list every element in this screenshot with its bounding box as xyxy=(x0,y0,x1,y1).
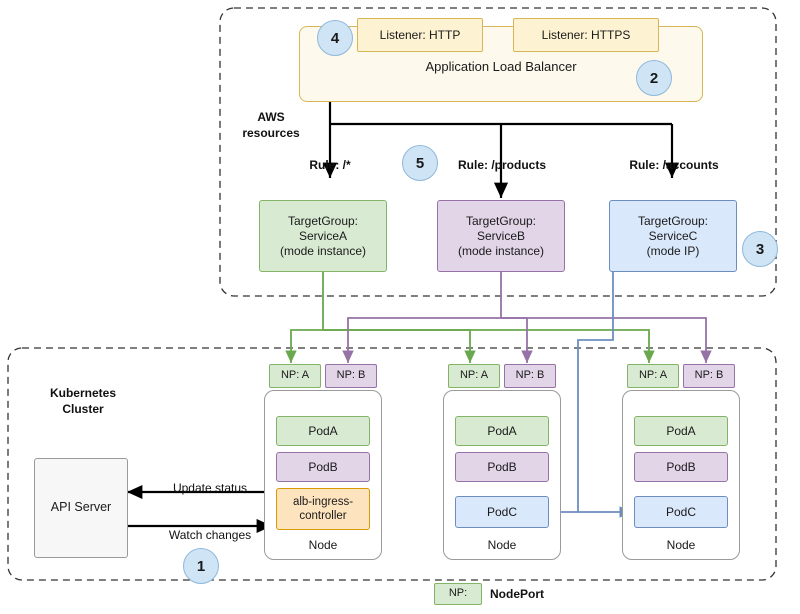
tg-b-line2: ServiceB xyxy=(476,228,526,243)
node-1-pod-a[interactable]: PodA xyxy=(276,416,370,446)
group-label-aws-line2: resources xyxy=(242,125,300,140)
tg-c-line1: TargetGroup: xyxy=(637,213,709,228)
step-badge-1: 1 xyxy=(183,548,219,584)
tg-a-line3: (mode instance) xyxy=(279,243,367,258)
step-badge-5: 5 xyxy=(402,145,438,181)
step-badge-4: 4 xyxy=(317,20,353,56)
node-2-pod-c[interactable]: PodC xyxy=(455,496,549,528)
node-3-label: Node xyxy=(666,538,696,552)
legend-nodeport-swatch: NP: xyxy=(434,583,482,605)
legend-nodeport-label: NodePort xyxy=(490,587,544,601)
group-label-aws-line1: AWS xyxy=(257,110,285,124)
tg-c-line3: (mode IP) xyxy=(646,243,700,258)
edge-label-watch-changes: Watch changes xyxy=(168,528,252,542)
node-2-nodeport-a[interactable]: NP: A xyxy=(448,364,500,388)
group-label-kubernetes xyxy=(30,386,136,417)
node-2-pod-b[interactable]: PodB xyxy=(455,452,549,482)
step-badge-3: 3 xyxy=(742,231,778,267)
tg-c-line2: ServiceC xyxy=(648,228,698,243)
rule-products: Rule: /products xyxy=(457,158,546,172)
tg-a-line2: ServiceA xyxy=(298,228,348,243)
group-label-k8s-line2: Cluster xyxy=(62,401,104,416)
edge-label-update-status: Update status xyxy=(172,481,248,495)
node-1-nodeport-a[interactable]: NP: A xyxy=(269,364,321,388)
alb-title: Application Load Balancer xyxy=(425,59,577,74)
node-1-pod-b[interactable]: PodB xyxy=(276,452,370,482)
target-group-service-c[interactable] xyxy=(609,200,737,272)
node-3-pod-a[interactable]: PodA xyxy=(634,416,728,446)
rule-accounts: Rule: /accounts xyxy=(629,158,719,172)
listener-https[interactable]: Listener: HTTPS xyxy=(513,18,659,52)
node-1-alb-ingress-controller[interactable]: alb-ingress-controller xyxy=(276,488,370,530)
tg-a-line1: TargetGroup: xyxy=(287,213,359,228)
target-group-service-a[interactable] xyxy=(259,200,387,272)
tg-b-line3: (mode instance) xyxy=(457,243,545,258)
target-group-service-b[interactable] xyxy=(437,200,565,272)
step-badge-2: 2 xyxy=(636,60,672,96)
node-1-label: Node xyxy=(308,538,338,552)
node-3-nodeport-b[interactable]: NP: B xyxy=(683,364,735,388)
group-label-aws xyxy=(228,110,314,141)
node-3-pod-b[interactable]: PodB xyxy=(634,452,728,482)
node-2-nodeport-b[interactable]: NP: B xyxy=(504,364,556,388)
tg-b-line1: TargetGroup: xyxy=(465,213,537,228)
node-2-label: Node xyxy=(487,538,517,552)
node-3-nodeport-a[interactable]: NP: A xyxy=(627,364,679,388)
api-server[interactable]: API Server xyxy=(34,458,128,558)
node-1-nodeport-b[interactable]: NP: B xyxy=(325,364,377,388)
node-2-pod-a[interactable]: PodA xyxy=(455,416,549,446)
node-3-pod-c[interactable]: PodC xyxy=(634,496,728,528)
rule-root: Rule: /* xyxy=(309,158,351,172)
listener-http[interactable]: Listener: HTTP xyxy=(357,18,483,52)
group-label-k8s-line1: Kubernetes xyxy=(49,386,117,400)
